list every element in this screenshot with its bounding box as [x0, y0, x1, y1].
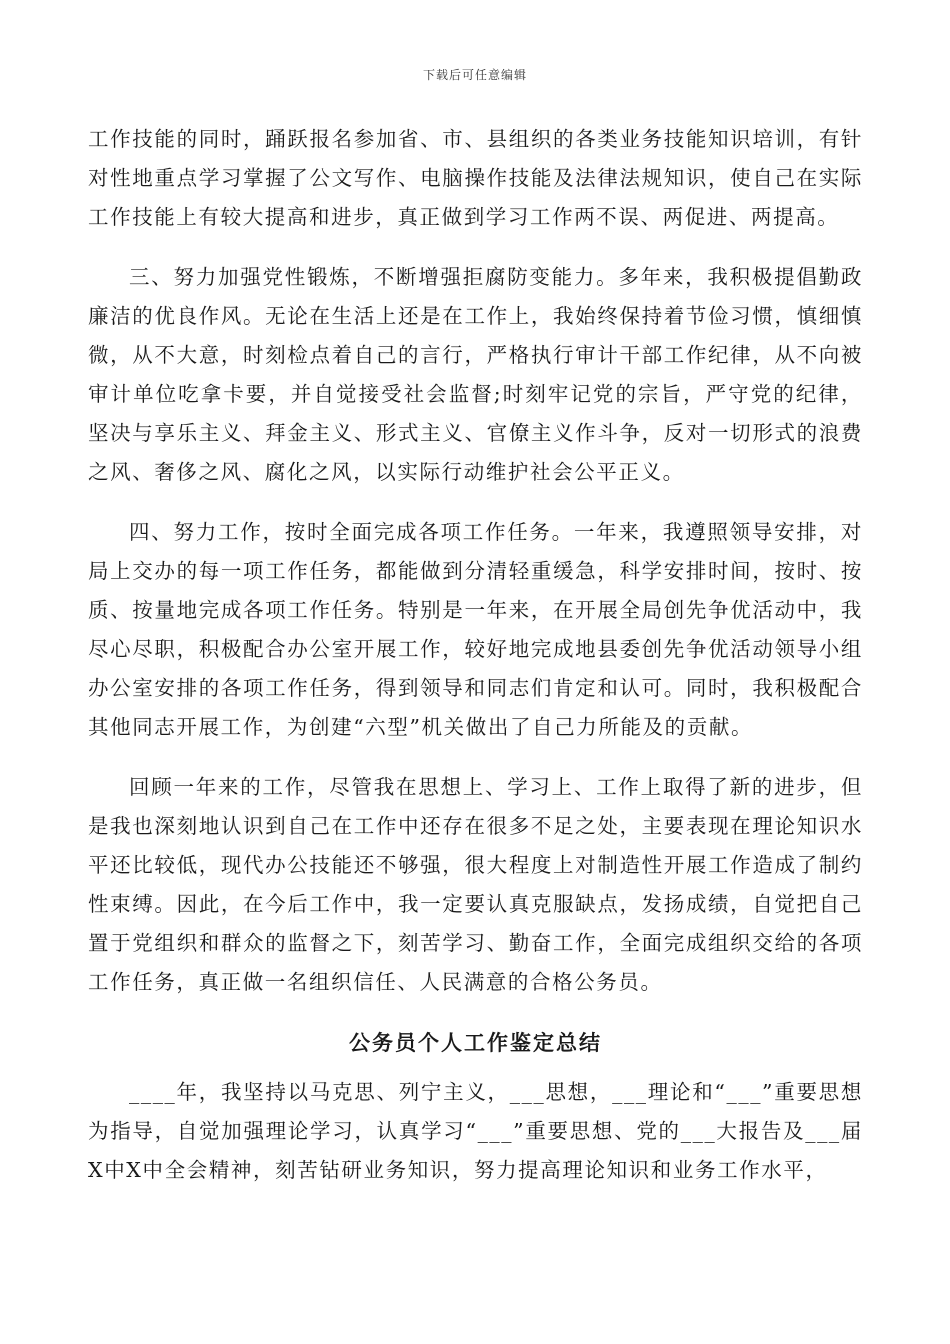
download-header-note: 下载后可任意编辑 [422, 68, 527, 82]
paragraph-party-discipline: 三、努力加强党性锻炼，不断增强拒腐防变能力。多年来，我积极提倡勤政廉洁的优良作风。无论在生活上还是在工作上，我始终保持着节俭习惯，慎细慎微，从不大意，时刻检点着自己的言行，严格执行审计干部工作纪律，从不向被审计单位吃拿卡要，并自觉接受社会监督;时刻牢记党的宗旨，严守党的纪律，坚决与享乐主义、拜金主义、形式主义、官僚主义作斗争，反对一切形式的浪费之风、奢侈之风、腐化之风，以实际行动维护社会公平正义。 [88, 265, 863, 484]
paragraph-work-tasks: 四、努力工作，按时全面完成各项工作任务。一年来，我遵照领导安排，对局上交办的每一项工作任务，都能做到分清轻重缓急，科学安排时间，按时、按质、按量地完成各项工作任务。特别是一年来，在开展全局创先争优活动中，我尽心尽职，积极配合办公室开展工作，较好地完成地县委创先争优活动领导小组办公室安排的各项工作任务，得到领导和同志们肯定和认可。同时，我积极配合其他同志开展工作，为创建“六型”机关做出了自己力所能及的贡献。 [88, 520, 863, 739]
paragraph-skills-training: 工作技能的同时，踊跃报名参加省、市、县组织的各类业务技能知识培训，有针对性地重点学习掌握了公文写作、电脑操作技能及法律法规知识，使自己在实际工作技能上有较大提高和进步，真正做到学习工作两不误、两促进、两提高。 [88, 127, 863, 229]
section-title: 公务员个人工作鉴定总结 [349, 1030, 602, 1055]
paragraph-summary-intro: ____年，我坚持以马克思、列宁主义，___思想，___理论和“___”重要思想为指导，自觉加强理论学习，认真学习“___”重要思想、党的___大报告及___届X中X中全会精神，刻苦钻研业务知识，努力提高理论知识和业务工作水平， [88, 1080, 863, 1182]
document-body [88, 120, 863, 1190]
paragraph-review: 回顾一年来的工作，尽管我在思想上、学习上、工作上取得了新的进步，但是我也深刻地认识到自己在工作中还存在很多不足之处，主要表现在理论知识水平还比较低，现代办公技能还不够强，很大程度上对制造性开展工作造成了制约性束缚。因此，在今后工作中，我一定要认真克服缺点，发扬成绩，自觉把自己置于党组织和群众的监督之下，刻苦学习、勤奋工作，全面完成组织交给的各项工作任务，真正做一名组织信任、人民满意的合格公务员。 [88, 775, 863, 994]
